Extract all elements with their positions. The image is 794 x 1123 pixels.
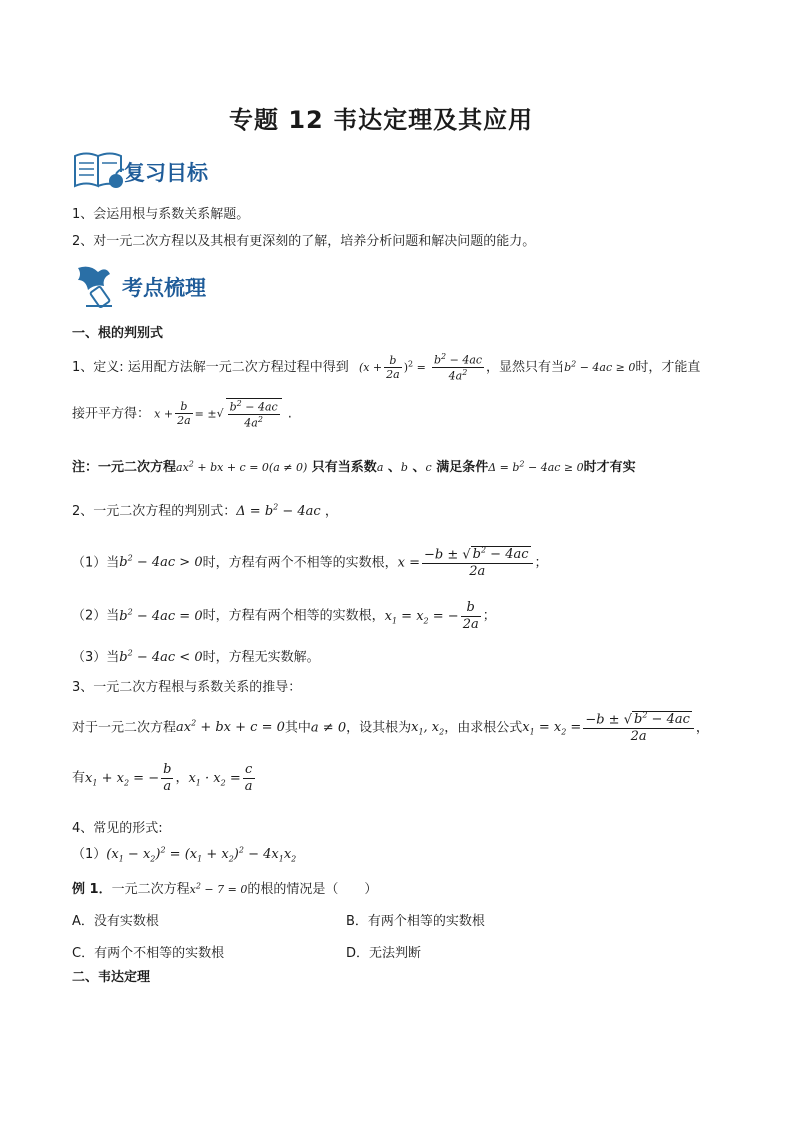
note-text-4: 时才有实 (583, 460, 636, 475)
discriminant-text: 2、一元二次方程的判别式： (72, 504, 237, 519)
option-b: B．有两个相等的实数根 (346, 914, 485, 929)
leaf-pen-icon (72, 262, 122, 316)
definition-text: 1、定义: 运用配方法解一元二次方程过程中得到 (72, 359, 349, 375)
section-heading-key-points: 考点梳理 (122, 276, 206, 300)
example-1-text-2: 的根的情况是（ ） (247, 882, 378, 897)
definition-line: 1、定义: 运用配方法解一元二次方程过程中得到 (x + $\frac{b}{2a}$ )$^2$ = $\frac{b^2 - 4ac}{4a^2}$ ，显然只有当$b^2 - 4ac \ge 0$时，才能直 (72, 352, 701, 383)
discriminant-line: 2、一元二次方程的判别式：$\Delta = b^2 - 4ac$ ， (72, 502, 338, 519)
vieta-relations-text: 有 (72, 770, 86, 786)
example-1-label: 例 1． (72, 882, 112, 897)
note-line: 注：一元二次方程$ax^2$ + bx + c = 0(a ≠ 0) 只有当系数a 、b 、c 满足条件$\Delta = b^2 - 4ac \ge 0$时才有实 (72, 459, 636, 475)
section-heading-review-goals: 复习目标 (124, 161, 208, 185)
derivation-heading: 3、一元二次方程根与系数关系的推导： (72, 680, 302, 695)
option-c: C．有两个不相等的实数根 (72, 946, 225, 961)
option-d: D．无法判断 (346, 946, 422, 961)
definition-text-2: ，显然只有当 (486, 359, 565, 375)
root-formula-text-4: ，由求根公式 (444, 720, 523, 736)
note-text-3: 满足条件 (436, 460, 489, 475)
goal-item-1: 1、会运用根与系数关系解题。 (72, 207, 250, 222)
root-formula-text-3: ，设其根为 (346, 720, 412, 736)
square-root-text: 接开平方得： (72, 406, 151, 422)
case-3-line: （3）当$b^2 - 4ac < 0$时，方程无实数解。 (72, 648, 320, 665)
vieta-relations-line: 有$x_1 + x_2$ = − $\frac{b}{a}$ ，$x_1 \cdot x_2$ = $\frac{c}{a}$ (72, 762, 253, 794)
definition-text-3: 时，才能直 (635, 359, 701, 375)
case-1-text: （1）当 (72, 555, 120, 571)
goal-item-2: 2、对一元二次方程以及其根有更深刻的了解，培养分析问题和解决问题的能力。 (72, 234, 536, 249)
root-formula-text-2: 其中 (284, 720, 311, 736)
root-formula-line: 对于一元二次方程$ax^2$ + bx + c = 0其中a ≠ 0，设其根为$x_1$, $x_2$，由求根公式$x_1 = x_2$ = $\frac{-b \pm √ b^2 - 4ac}{2a}$ ， (72, 711, 709, 744)
example-1-question: 例 1．一元二次方程$x^2 - 7 = 0$的根的情况是（ ） (72, 881, 378, 897)
option-a: A．没有实数根 (72, 914, 159, 929)
common-form-1-label: （1） (72, 847, 107, 862)
part2-heading: 二、韦达定理 (72, 970, 151, 985)
page-title: 专题 12 韦达定理及其应用 (229, 106, 534, 134)
book-icon (72, 148, 128, 194)
square-root-line: 接开平方得： x + $\frac{b}{2a}$ = ±√ $\frac{b^2 - 4ac}{4a^2}$ . (72, 399, 292, 430)
case-3-text: （3）当 (72, 650, 120, 665)
common-forms-heading: 4、常见的形式: (72, 821, 163, 836)
case-1-text-2: 时，方程有两个不相等的实数根， (202, 555, 398, 571)
note-text-2: 只有当系数 (311, 460, 377, 475)
case-2-text: （2）当 (72, 608, 120, 624)
case-2-line: （2）当$b^2 - 4ac = 0$时，方程有两个相等的实数根，$x_1 = x_2$ = − $\frac{b}{2a}$ ； (72, 600, 496, 632)
common-form-1: $(1)(x_1 - x_2)^2 = (x_1 + x_2)^2 - 4x_1x_2$ (72, 845, 297, 864)
example-1-text: 一元二次方程 (111, 882, 190, 897)
root-formula-text: 对于一元二次方程 (72, 720, 177, 736)
case-1-line: （1）当$b^2 - 4ac > 0$时，方程有两个不相等的实数根，x = $\frac{-b \pm √ b^2 - 4ac}{2a}$ ； (72, 546, 548, 579)
part1-heading: 一、根的判别式 (72, 326, 164, 341)
case-3-text-2: 时，方程无实数解。 (202, 650, 320, 665)
case-2-text-2: 时，方程有两个相等的实数根， (202, 608, 385, 624)
note-text: 注：一元二次方程 (72, 460, 177, 475)
